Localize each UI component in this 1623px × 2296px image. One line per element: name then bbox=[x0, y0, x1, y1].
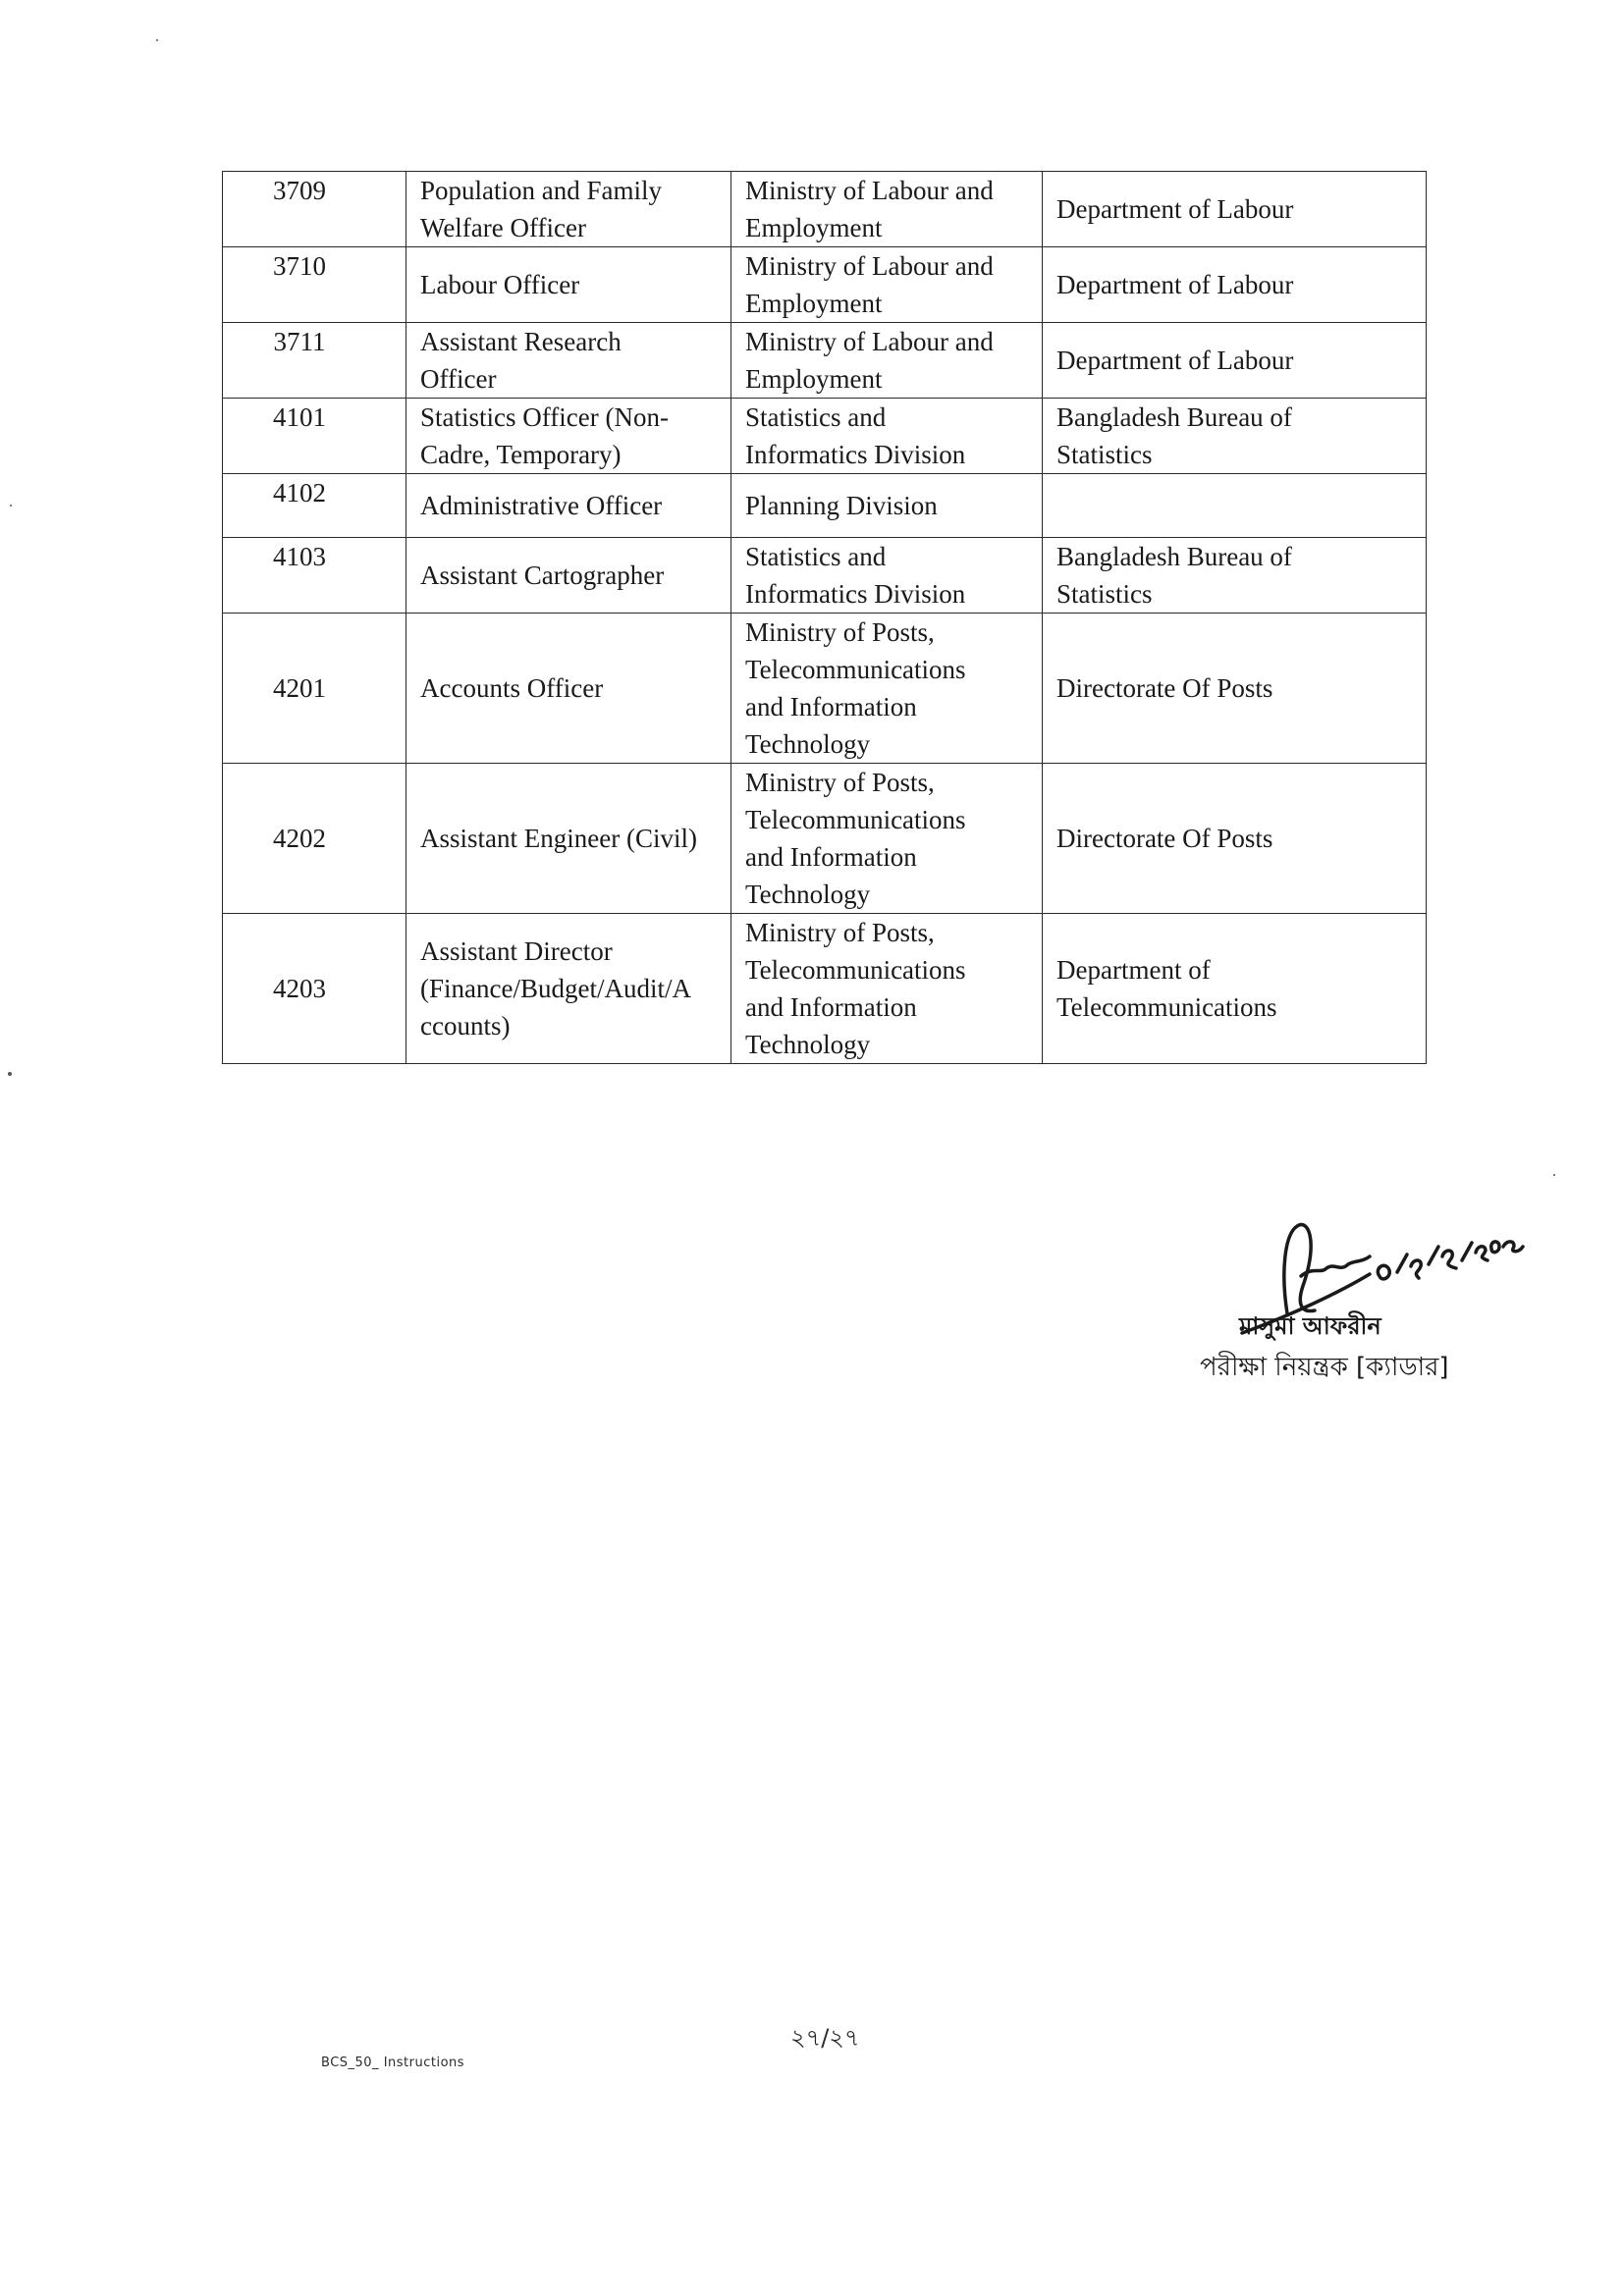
post-name-cell: Labour Officer bbox=[406, 247, 731, 323]
post-code-cell: 3711 bbox=[223, 323, 406, 399]
signatory-designation: পরীক্ষা নিয়ন্ত্রক [ক্যাডার] bbox=[1200, 1353, 1449, 1382]
scan-speck bbox=[156, 39, 158, 41]
post-code-cell: 4201 bbox=[223, 614, 406, 764]
ministry-cell: Statistics and Informatics Division bbox=[731, 399, 1043, 474]
scan-speck bbox=[8, 1072, 12, 1076]
post-name-cell: Statistics Officer (Non- Cadre, Temporary) bbox=[406, 399, 731, 474]
ministry-cell: Ministry of Posts, Telecommunications and Information Technology bbox=[731, 764, 1043, 914]
ministry-cell: Ministry of Posts, Telecommunications and Information Technology bbox=[731, 914, 1043, 1064]
post-name-cell: Accounts Officer bbox=[406, 614, 731, 764]
table-row bbox=[223, 474, 1427, 538]
office-cell: Department of Labour bbox=[1043, 172, 1427, 247]
ministry-cell: Ministry of Posts, Telecommunications and Information Technology bbox=[731, 614, 1043, 764]
office-cell: Bangladesh Bureau of Statistics bbox=[1043, 538, 1427, 614]
table-row bbox=[223, 323, 1427, 399]
table-row bbox=[223, 172, 1427, 247]
post-name-cell: Assistant Director (Finance/Budget/Audit/A ccounts) bbox=[406, 914, 731, 1064]
ministry-cell: Ministry of Labour and Employment bbox=[731, 323, 1043, 399]
scan-speck bbox=[1553, 1174, 1555, 1176]
office-cell: Directorate Of Posts bbox=[1043, 764, 1427, 914]
table-row bbox=[223, 399, 1427, 474]
signatory-name: মাসুমা আফরীন bbox=[1239, 1312, 1381, 1340]
office-cell: Directorate Of Posts bbox=[1043, 614, 1427, 764]
ministry-cell: Planning Division bbox=[731, 474, 1043, 538]
posts-table bbox=[222, 171, 1427, 1064]
ministry-cell: Ministry of Labour and Employment bbox=[731, 172, 1043, 247]
post-code-cell: 4103 bbox=[223, 538, 406, 614]
post-name-cell: Assistant Research Officer bbox=[406, 323, 731, 399]
post-name-cell: Population and Family Welfare Officer bbox=[406, 172, 731, 247]
post-code-cell: 3709 bbox=[223, 172, 406, 247]
table-row bbox=[223, 614, 1427, 764]
ministry-cell: Ministry of Labour and Employment bbox=[731, 247, 1043, 323]
page-number: ২৭/২৭ bbox=[790, 2024, 860, 2052]
document-label: BCS_50_ Instructions bbox=[321, 2056, 465, 2070]
office-cell: Department of Labour bbox=[1043, 323, 1427, 399]
table-row bbox=[223, 538, 1427, 614]
office-cell: Bangladesh Bureau of Statistics bbox=[1043, 399, 1427, 474]
office-cell bbox=[1043, 474, 1427, 538]
post-name-cell: Administrative Officer bbox=[406, 474, 731, 538]
post-code-cell: 4202 bbox=[223, 764, 406, 914]
post-code-cell: 4101 bbox=[223, 399, 406, 474]
post-name-cell: Assistant Cartographer bbox=[406, 538, 731, 614]
ministry-cell: Statistics and Informatics Division bbox=[731, 538, 1043, 614]
post-name-cell: Assistant Engineer (Civil) bbox=[406, 764, 731, 914]
office-cell: Department of Telecommunications bbox=[1043, 914, 1427, 1064]
post-code-cell: 4203 bbox=[223, 914, 406, 1064]
scan-speck bbox=[10, 505, 12, 507]
office-cell: Department of Labour bbox=[1043, 247, 1427, 323]
table-row bbox=[223, 764, 1427, 914]
table-row bbox=[223, 247, 1427, 323]
post-code-cell: 4102 bbox=[223, 474, 406, 538]
post-code-cell: 3710 bbox=[223, 247, 406, 323]
table-row bbox=[223, 914, 1427, 1064]
